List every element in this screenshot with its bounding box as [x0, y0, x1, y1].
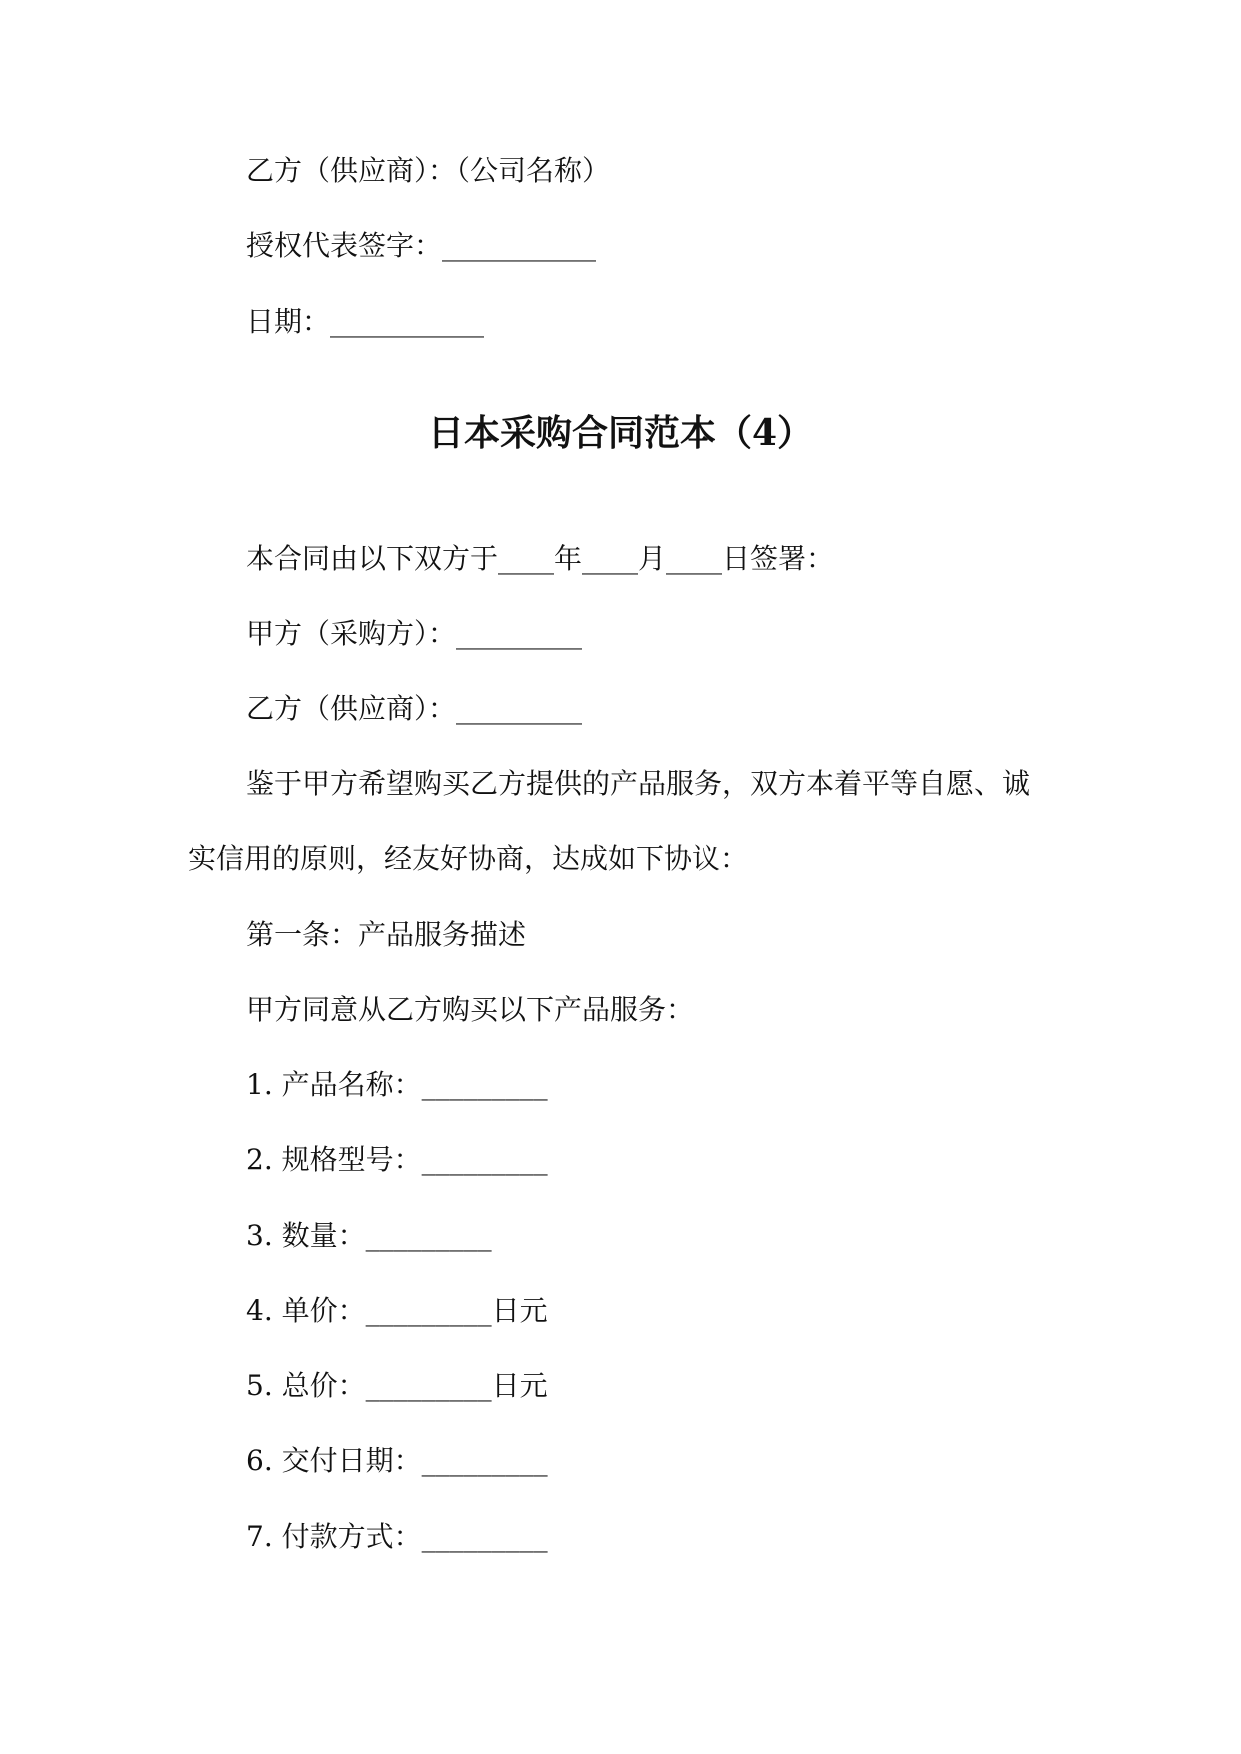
- article-1-heading: 第一条：产品服务描述: [246, 918, 527, 951]
- preamble-line-2: 实信用的原则，经友好协商，达成如下协议：: [188, 842, 749, 875]
- list-item-model: 2. 规格型号：_________: [246, 1143, 548, 1176]
- list-item-quantity: 3. 数量：_________: [246, 1219, 492, 1252]
- list-item-payment-method: 7. 付款方式：_________: [246, 1520, 548, 1553]
- list-item-unit-price: 4. 单价：_________日元: [246, 1294, 548, 1327]
- party-a-line: 甲方（采购方）：_________: [246, 617, 583, 650]
- signature-rep-sign-line: 授权代表签字：___________: [246, 229, 597, 262]
- contract-intro-line: 本合同由以下双方于____年____月____日签署：: [246, 542, 835, 575]
- list-item-product-name: 1. 产品名称：_________: [246, 1068, 548, 1101]
- signature-party-b-line: 乙方（供应商）：（公司名称）: [246, 154, 611, 187]
- preamble-line-1: 鉴于甲方希望购买乙方提供的产品服务，双方本着平等自愿、诚: [246, 767, 1031, 800]
- signature-date-line: 日期：___________: [246, 305, 485, 338]
- list-item-total-price: 5. 总价：_________日元: [246, 1369, 548, 1402]
- article-1-intro: 甲方同意从乙方购买以下产品服务：: [246, 993, 695, 1026]
- party-b-line: 乙方（供应商）：_________: [246, 692, 583, 725]
- list-item-delivery-date: 6. 交付日期：_________: [246, 1444, 548, 1477]
- contract-title: 日本采购合同范本（4）: [427, 412, 814, 454]
